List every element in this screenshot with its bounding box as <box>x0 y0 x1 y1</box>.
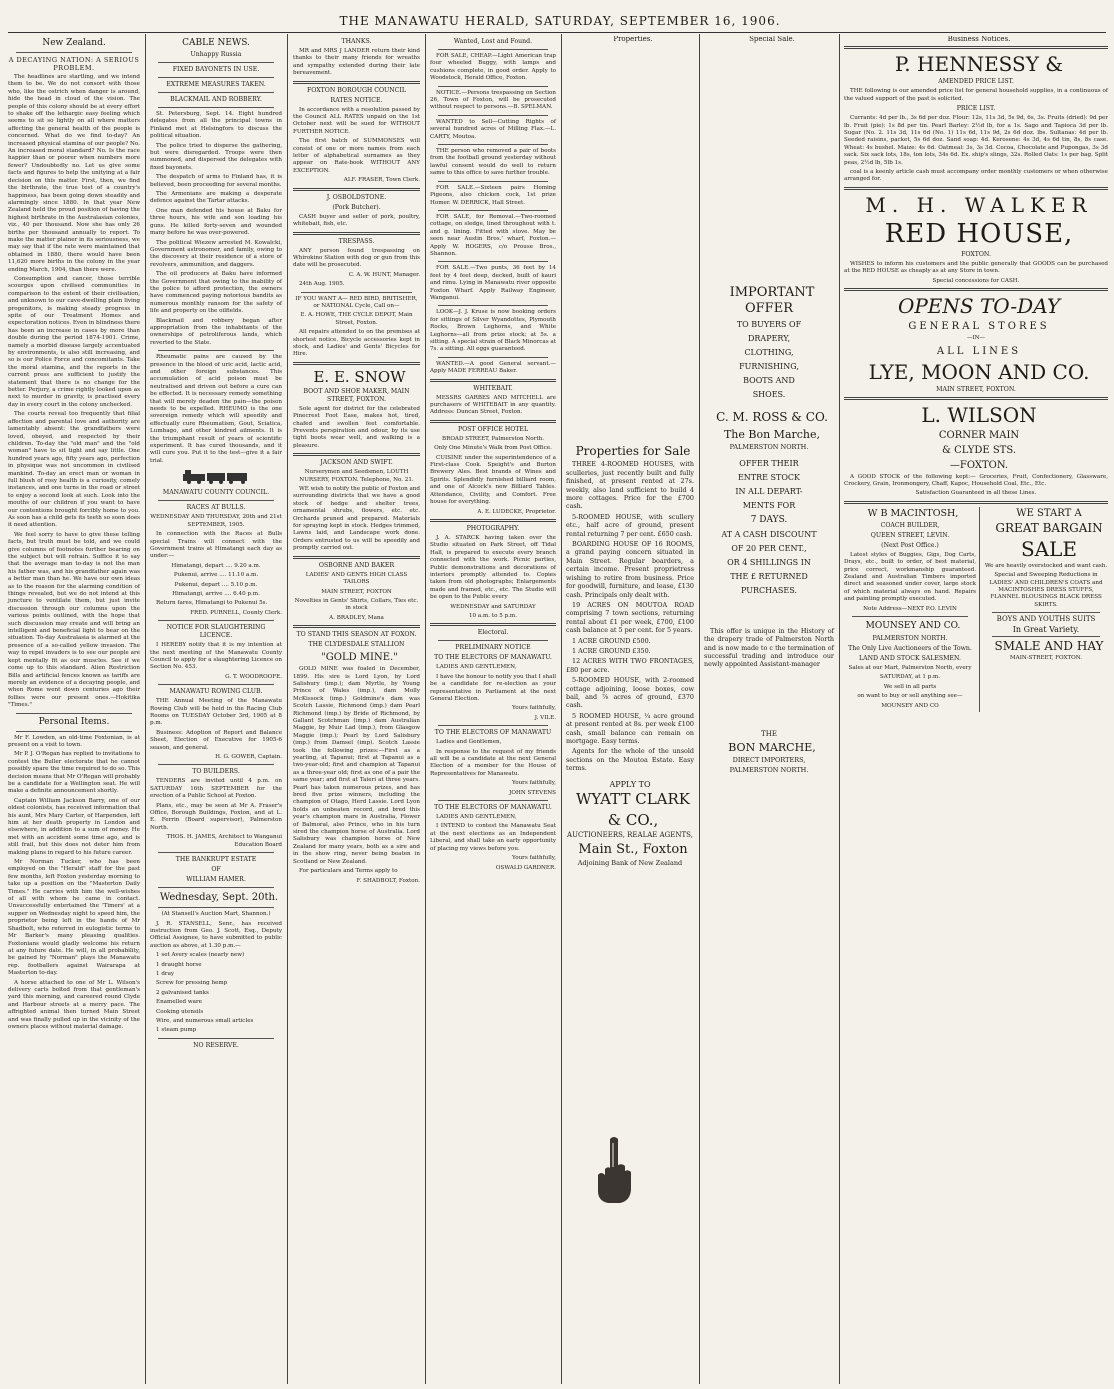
article-paragraph: A horse attached to one of Mr L. Wilson's delivery carts bolted from that gentleman's yard this morning, and careered round Clyde and Harbour streets at a merry pace. The affrighted animal then turned Main Street and was finally pulled up in the vicinity of the owners places without material damage. <box>8 979 140 1030</box>
offer-line: OFFER THEIR <box>739 458 799 468</box>
firm-name: & CO., <box>607 811 659 830</box>
notice-title: WILLIAM HAMER. <box>186 876 246 884</box>
property-listing: 19 ACRES ON MOUTOA ROAD comprising 7 town sections, returning rental about £1 per week, £700, £100 cash balance at 5 per cent. for 5 years. <box>566 600 694 635</box>
signature: THOS. H. JAMES, Architect to Wanganui Education Board <box>166 834 282 848</box>
advert-paragraph: J. A. STARCK having taken over the Studio situated on Park Street, off Tidal Hall, is prepared to execute every branch connected with the work. Picnic parties, Public demonstrations and decorations of interiors promptly attended to. Copies taken from old photographs; Enlargements made and framed, etc., etc. The Studio will be open to the Public every <box>430 534 556 601</box>
divider <box>158 684 274 685</box>
advert-paragraph: Novelties in Gents' Shirts, Collars, Ties etc. in stock <box>294 597 419 612</box>
timetable-row: Himatangi, depart .... 9.20 a.m. <box>171 562 261 569</box>
article-paragraph: Consumption and cancer, those terrible scourges upon civilised communities in comparison to the extent of their civilisation, and unknown to our cave-dwelling plain living progenitors, is making steady progress in spite of our Treatment Homes and expectoration notices. Even in blindness there has been an increase in cases by more than double during the period 1874-1901. Crime, namely a morbid disease largely accentuated by environments, is also still increasing, and so is our Police Force and concomitants. Take the moral stamina, and the reports in the current press are sufficient to justify the statement that there is no change for the better. Perjury, a crime rightly looked upon as next to murder in gravity, is practised every day in every court in the colony unchecked. <box>8 275 140 408</box>
divider <box>158 107 274 108</box>
divider <box>438 357 548 358</box>
subheading: ALL LINES <box>936 345 1022 357</box>
advert-title: IMPORTANT OFFER <box>729 285 815 317</box>
advert-title: GREAT BARGAIN <box>995 520 1103 535</box>
offer-line: TO BUYERS OF <box>736 320 802 330</box>
notice-title: TO THE ELECTORS OF MANAWATU. <box>434 804 552 812</box>
divider <box>158 887 274 888</box>
notice-title: MANAWATU ROWING CLUB. <box>169 688 263 696</box>
divider <box>844 46 1108 49</box>
notice-title: MANAWATU COUNTY COUNCIL. <box>162 489 270 497</box>
advert-title: OPENS TO-DAY <box>897 294 1061 319</box>
advert-paragraph: GOLD MINE was foaled in December, 1899. His sire is Lord Lyon, by Lord Salisbury (imp.); dam Myrtle, by Young Prince of Wales (imp.), dam Molly McKissock (imp.) Goldmine's dam was Scotch Lassie, Richmond (imp.) dam Pearl Richmond (imp.) by Bride of Richmond, by Gallant Scotchman (imp.) dam Australian Maggie, by Muir Lad (imp.), from Glasgow Maggie (imp.); Pearl by Lord Salisbury (imp.) from Damsel (imp). Scotch Lassie took the following prizes:—First as a yearling, at Tapanui; first at Tapanui as a two-year-old; first and champion at Tapanui as a three-year old; first as one of a pair the same year; and first at Taieri at three years. Pearl has taken numerous prizes, and has bred five prize winners, including the champion of Otago, Herd Lassie. Lord Lyon holds an unbeaten record, and bred this year's champion mare in Australia, Flower of Balmoral, also Prince, who in his turn sired the champion horse of Australia. Lord Salisbury was champion horse of New Zealand for many years, both as a sire and in the show ring, never being beaten in Scotland or New Zealand. <box>293 666 420 865</box>
signature: ALF. FRASER, Town Clerk. <box>343 177 420 184</box>
offer-line: THE £ RETURNED <box>730 571 808 581</box>
divider <box>430 379 556 382</box>
closing: Yours faithfully, <box>512 855 556 862</box>
subheading: PRICE LIST. <box>956 105 996 113</box>
advert-paragraph: This offer is unique in the History of the drapery trade of Palmerston North and is now made to c the termination of successful trading and introduce our newly appointed Assistant-manager <box>704 626 834 669</box>
apply-line: APPLY TO <box>609 779 651 789</box>
notice-title: NOTICE FOR SLAUGHTERING LICENCE. <box>166 624 266 640</box>
advert-paragraph: CASH buyer and seller of pork, poultry, whitebait, fish, etc. <box>293 213 420 228</box>
auction-item: 1 dray <box>156 970 175 977</box>
notice-paragraph: I HEREBY notify that it is my intention at the next meeting of the Manawatu County Council to apply for a slaughtering Licence on Section No. 453. <box>150 642 282 671</box>
divider <box>293 232 420 235</box>
subheading: TO THE ELECTORS OF MANAWATU. <box>434 654 552 662</box>
column-rule <box>287 34 288 1384</box>
subheading: RACES AT BULLS. <box>186 504 246 512</box>
signature: E. A. HOWE, THE CYCLE DEPOT, Main Street, Foxton. <box>300 312 413 326</box>
article-title: A DECAYING NATION: A SERIOUS PROBLEM. <box>8 56 140 72</box>
divider <box>844 187 1108 190</box>
signature: FRED. PURNELL, County Clerk. <box>190 609 282 616</box>
greeting: Ladies and Gentlemen, <box>436 739 502 746</box>
divider <box>293 362 420 365</box>
greeting: LADIES AND GENTLEMEN, <box>436 664 517 671</box>
divider <box>158 92 274 93</box>
divider <box>158 852 274 853</box>
notice-paragraph: The first batch of SUMMONSES will consist of one or more names from each letter of alphabetical surnames as they appear on Rate-book WITHOUT ANY EXCEPTION. <box>293 138 420 174</box>
article-paragraph: Mr Norman Tucker, who has been employed on the "Herald" staff for the past few months, left Foxton yesterday morning to take up a position on the "Masterton Daily Times." He carries with him the well-wishes of all with whom he came in contact. Unsuccessfully entertained the 'Timers' at a supper on Wednesday night to speed him, the proprietor being left in the hands of Mr Shadbolt, who referred in eulogistic terms to Mr Barker's many pleasing qualities. Foxtonians would gladly welcome his return at any future date. He will, in all probability, be gained by "Norman" plays the Manawatu rep. footballers against Wairarapa at Masterton to-day. <box>8 859 140 977</box>
column-special-sale <box>700 36 838 1384</box>
advert-smale-and-hay <box>984 507 1108 712</box>
property-listing: 1 ACRE GROUND £500. <box>572 636 651 645</box>
auction-item: Enamelled ware <box>156 999 202 1006</box>
divider <box>293 453 420 456</box>
property-listing: 12 ACRES WITH TWO FRONTAGES, £80 per acre. <box>566 657 694 674</box>
article-paragraph: The Armenians are making a desperate defence against the Tartar attacks. <box>150 191 282 205</box>
divider <box>438 115 548 116</box>
divider <box>158 77 274 78</box>
timetable-row: Pukenui, depart .... 5.10 p.m. <box>174 581 258 588</box>
article-title: Unhappy Russia <box>190 51 242 58</box>
section-heading: CABLE NEWS. <box>182 38 250 48</box>
article-paragraph: Mr F. Lowden, an old-time Foxtonian, is at present on a visit to town. <box>8 734 140 748</box>
column-heading: Business Notices. <box>947 36 1011 43</box>
subheading: BLACKMAIL AND ROBBERY. <box>170 96 262 103</box>
advert-title: SALE <box>1020 536 1078 561</box>
offer-line: BOOTS AND <box>743 376 795 386</box>
classified-ad: NOTICE.—Persons trespassing on Section 26, Town of Foxton, will be prosecuted without respect to persons.—B. SPELMAN. <box>430 89 556 111</box>
auction-item: Wire, and numerous small articles <box>156 1017 254 1024</box>
notice-footer: NO RESERVE. <box>193 1041 239 1049</box>
notice-paragraph: MR and MRS J LANDER return their kind thanks to their many friends for wreaths and sympathy extended during their late bereavement. <box>293 48 420 77</box>
offer-line: MENTS FOR <box>742 500 796 510</box>
divider <box>293 625 420 628</box>
auction-item: 1 set Avery scales (nearly new) <box>156 952 245 959</box>
article-paragraph: The police tried to disperse the gathering, but were disregarded. Troops were then summoned, and dispersed the delegates with fixed bayonets. <box>150 142 282 171</box>
divider <box>438 261 548 262</box>
subheading: FOXTON. <box>961 250 991 258</box>
classified-ad: LOOK—J. J. Kruse is now booking orders for sittings of Silver Wyandottes, Plymouth Rocks, Brown Leghorns, and White Leghorns—all from prize stock; at 5s. a sitting. A special strain of Black Minorcas at 7s. a sitting. All eggs guaranteed. <box>430 309 556 353</box>
advert-address: Note Address—NEXT P.O. LEVIN <box>863 605 957 612</box>
notice-title: THANKS. <box>341 38 372 45</box>
signature: JOHN STEVENS <box>509 789 556 796</box>
opening-days: WEDNESDAY and SATURDAY <box>450 603 536 610</box>
advert-line: We sell in all parts <box>883 683 937 690</box>
advert-title: OSBORNE AND BAKER <box>318 561 395 569</box>
advert-address: MAIN-STREET, FOXTON. <box>1009 654 1083 661</box>
signature: H. G. GOWER, Captain. <box>215 754 282 761</box>
advert-title: Properties for Sale <box>575 444 691 459</box>
notice-paragraph: In response to the request of my friends all will be a candidate at the next General Election of a member for the House of Representatives for Manawatu. <box>430 748 556 777</box>
firm-description: AUCTIONEERS, REALAE AGENTS, <box>567 831 693 840</box>
auction-location: (At Stansell's Auction Mart, Shannon.) <box>161 911 271 918</box>
advert-macintosh-mounsey <box>844 507 980 712</box>
offer-line: PURCHASES. <box>741 585 797 595</box>
signature: J. VILE. <box>534 714 556 721</box>
firm-address: Main St., Foxton <box>578 842 688 858</box>
subheading: BOOT AND SHOE MAKER, MAIN STREET, FOXTON. <box>303 387 410 403</box>
offer-line: SHOES. <box>752 390 786 400</box>
subheading: The Only Live Auctioneers of the Town. <box>848 644 972 652</box>
offer-line: DRAPERY, <box>747 334 790 344</box>
notice-title: PRELIMINARY NOTICE <box>455 644 531 652</box>
advert-line: Sales at our Mart, Palmerston North, every <box>848 664 972 671</box>
divider <box>438 210 548 211</box>
divider <box>438 181 548 182</box>
notice-title: TO BUILDERS. <box>192 768 240 776</box>
section-heading: Wanted, Lost and Found. <box>453 38 533 45</box>
divider <box>992 612 1100 613</box>
signature: A. BRADLEY, Mana <box>329 614 384 621</box>
article-paragraph: St. Petersburg, Sept. 14. Eight hundred delegates from all the principal towns in Finland met at Helsingfors to discuss the political situation. <box>150 111 282 140</box>
divider <box>158 907 274 908</box>
column-notices <box>289 36 424 1384</box>
stallion-name: "GOLD MINE." <box>321 652 398 664</box>
column-heading: Properties. <box>613 36 653 43</box>
store-name: BON MARCHE, <box>728 741 816 755</box>
advert-title: SMALE AND HAY <box>994 638 1104 653</box>
notice-paragraph: ANY person found trespassing on Whirokino Station with dog or gun from this date will be prosecuted. <box>293 247 420 269</box>
article-paragraph: The courts reveal too frequently that filial affection and parental love and authority are lamentably absent: the grandfathers were loved, obeyed, and respected by their children. To-day the "old man" and the "old woman" have to sit tight and say little. One hundred years ago, fifty years ago, perfection in physique was not uncommon in civilised mankind. To-day an erect man or woman in full blush of rosy health is a curiosity, comely instances, and one turns in the road or street to enjoy a second look at such. Look into the mouths of our children if you want to have our contentions brought forcibly home to you. As soon has a child gets its teeth so soon does it need attention. <box>8 411 140 529</box>
subheading: EXTREME MEASURES TAKEN. <box>166 81 266 88</box>
closing: Yours faithfully, <box>512 705 556 712</box>
masthead <box>0 0 1114 30</box>
article-paragraph: The despatch of arms to Finland has, it is believed, been proceeding for several months. <box>150 174 282 188</box>
advert-paragraph: WE wish to notify the public of Foxton and surrounding districts that we have a good stock of hedge and shelter trees, ornamental shrubs, flowers, etc. etc. Orchards pruned and prepared. Materials for spraying kept in stock. Hedges trimmed, Lawns laid, and Landscape work done. Orders entrusted to us will be speedily and promptly carried out. <box>293 486 420 552</box>
blank-space <box>566 45 694 445</box>
article-paragraph: Blackmail and robbery began after appropriation from the inhabitants of the ownerships of petroliferous lands, which reverted to the State. <box>150 317 282 346</box>
classified-ad: WANTED.—A good General servant.—Apply MADE FERREAU Baker. <box>430 360 556 375</box>
advert-paragraph: CUISINE under the superintendence of a First-class Cook. Speight's and Burton Brewery Ales. Best brands of Wines and Spirits. Splendidly furnished billiard room, and one of Alcock's new Billiard Tables. Attendance, Civility, and Comfort. Free house for everything. <box>430 454 556 506</box>
advert-paragraph: Special concessions for CASH. <box>932 277 1020 284</box>
divider <box>158 350 274 351</box>
advert-line: In Great Variety. <box>1012 624 1080 634</box>
property-listing: THREE 4-ROOMED HOUSES, with sculleries, just recently built and fully finished, at present rented at 27s. weekly, also land sufficient to build 4 more cottages. Price for the £700 cash. <box>566 460 694 511</box>
notice-date: WEDNESDAY AND THURSDAY, 20th and 21st SEPTEMBER, 1905. <box>150 514 282 528</box>
advert-paragraph: All repairs attended to on the premises at shortest notice. Bicycle accessories kept in stock, and Ladies' and Gents' Bicycles for Hire. <box>293 329 420 358</box>
masthead-title: THE MANAWATU HERALD, SATURDAY, SEPTEMBER 16, 1906. <box>339 14 781 28</box>
signature: G. T. WOODROOFE. <box>225 673 282 680</box>
notice-title: TRESPASS. <box>338 237 375 245</box>
subheading: QUEEN STREET, LEVIN. <box>870 531 950 539</box>
subheading: GENERAL STORES <box>908 321 1050 333</box>
firm-name: WYATT CLARK <box>576 790 690 809</box>
divider <box>844 501 1108 504</box>
divider <box>16 713 132 714</box>
divider <box>293 188 420 191</box>
divider <box>158 620 274 621</box>
divider <box>844 288 1108 291</box>
classified-ad: FOR SALE, for Removal.—Two-roomed cottage, on sledge, lined throughout with t. and g. lining. Fitted with stove. May be seen near Austin Bros.' wharf, Foxton.—Apply W. ROGERS, c/o Prouse Bros., Shannon. <box>430 213 556 257</box>
section-heading: Personal Items. <box>38 716 110 727</box>
advert-line: BOYS AND YOUTHS SUITS <box>996 615 1096 624</box>
signature: OSWALD GARDNER. <box>495 864 556 871</box>
advert-paragraph: We are heavily overstocked and want cash. <box>984 562 1108 569</box>
advert-title: TO STAND THIS SEASON AT FOXON. <box>296 631 417 639</box>
advert-title: J. OSBOLDSTONE. <box>326 193 387 201</box>
subheading: MAIN STREET, FOXTON. <box>936 385 1016 393</box>
advert-paragraph: Sole agent for district for the celebrated Pinecrest Foot Ease, makes hot, tired, chafed and swollen feet comfortable. Prevents perspiration and odour, by its use tight boots wear well, and walking is a pleasure. <box>293 405 420 449</box>
firm-name: C. M. ROSS & CO. <box>716 410 828 425</box>
advert-title: JACKSON AND SWIFT. <box>320 459 393 467</box>
article-paragraph: We feel sorry to have to give these telling facts, but truth must be told, and we could give columns of footnotes further bearing on the subject but will refrain. Suffice it to say that the average man to-day is not the man his father was, and his grandfather again was a better man than he. We have our own ideas as to the reason for the alarming condition of things revealed, but we do not intend at this juncture to ventilate them, but just invite discussion through our columns upon the various points outlined, with the hope that such discussion may create and will bring an intelligent and beneficial light to bear on the situation. To-day Australasia is alarmed at the presence of a so-called yellow invasion. The way to repel invaders is to see our people are kept mentally fit as our muscles. See if we come up to this standard. Alien Restriction Bills and artificial fences known as tariffs are merely an evidence of a decaying people, and when Rome went down centuries ago their follies were our present ones.—Hokitika "Times." <box>8 531 140 709</box>
advert-location: MAIN STREET, FOXTON <box>321 588 392 595</box>
advert-title: M. H. WALKER <box>865 192 1093 217</box>
footer-line: THE <box>761 729 777 738</box>
advert-line: on want to buy or sell anything see— <box>857 693 963 700</box>
subheading: & CLYDE STS. <box>941 444 1017 456</box>
auction-item: 1 draught horse <box>156 961 202 968</box>
property-listing: 5 ROOMED HOUSE, ¼ acre ground at present rented at 8s. per week £100 cash, small balance can remain on mortgage. Easy terms. <box>566 711 694 745</box>
offer-line: OF 20 PER CENT., <box>731 543 807 553</box>
auction-item: 2 galvanised tanks <box>156 989 209 996</box>
advert-title: MOUNSEY AND CO. <box>865 620 961 631</box>
advert-paragraph: Rheumatic pains are caused by the presence in the blood of uric acid, lactic acid, and other foreign substances. This accumulation of acid poison must be neutralised and driven out before a cure can be effected. It is necessary remedy something that will merely deaden the pain—the poison needs to be expelled. RHEUMO is the one sovereign remedy which will speedily and effectually cure Rheumatism, Gout, Sciatica, Lumbago, and other kindred ailments. It is the triumphant result of years of scientific experiment. It has cured thousands, and it will cure you. Put it to the test—give it a fair trial. <box>150 354 282 464</box>
article-paragraph: One man defended his house at Baku for three hours, his wife and son loading his guns. He killed forty-seven and wounded many before he was over-powered. <box>150 207 282 237</box>
auction-item: Cooking utensils <box>156 1008 204 1015</box>
signature: C. A. W. HUNT, Manager. <box>348 271 420 278</box>
subheading: PALMERSTON NORTH. <box>872 634 948 642</box>
divider <box>293 81 420 84</box>
advert-title: WE START A <box>1016 507 1082 519</box>
subheading: COACH BUILDER, <box>880 521 940 529</box>
store-town: PALMERSTON NORTH. <box>729 443 809 452</box>
subheading: —IN— <box>966 335 986 342</box>
notice-paragraph: Plans, etc., may be seen at Mr A. Fraser's Office, Borough Buildings, Foxton, and at L. E. Ferrin (Board supervisor), Palmerston North. <box>150 802 282 831</box>
divider <box>430 519 556 522</box>
article-paragraph: The headlines are startling, and we intend them to be. We do not consort with those who, like the ostrich when danger is around, hide the head in cloud of the vision. The people of this colony should be at every effort to shake off the lethargic easy feeling which seems to sit so lightly on all where matters affecting the general health of the people is concerned. What do we find to-day? An increased physical stamina of our people? No. An increased moral standard? No. Is the race happier than or poorer when numbers more fewer? Undoubtedly no. Let us give some facts and figures to help the unitying at a fair decision on this matter. First, then, we find the birthrate, the true test of a country's happiness, has been going down steadily and alarmingly since 1880. In that year New Zealand held the proud position of having the highest birthrate in the Australasian colonies, viz., 40 per thousand. Now she has only 26 births per thousand annually to report. To make the matter plainer in its seriousness, we may say that if the rate were maintained that obtained in 1880, there would have been 11,620 more births in the colony in the year ending March, 1904, than there were. <box>8 74 140 273</box>
auction-date: Wednesday, Sept. 20th. <box>159 892 279 904</box>
subheading: (Pork Butcher). <box>332 203 381 211</box>
article-paragraph: The political Wiezew arrested M. Kowalcki, Government astronomer, and family, owing to the discovery at their residence of a store of revolvers, ammunition, and daggers. <box>150 239 282 268</box>
column-business-notices <box>840 36 1112 1384</box>
subheading: RATES NOTICE. <box>330 96 383 104</box>
pointing-hand-icon <box>592 1135 636 1205</box>
offer-line: CLOTHING, <box>744 348 794 358</box>
subheading: CORNER MAIN <box>938 429 1020 441</box>
divider <box>438 49 548 50</box>
price-list: Currants: 4d per lb., 3s 6d per doz. Flour: 12s, 11s 3d, 5s 9d, 6s, 3s. Fruits (dried): 9d per lb. Fruit (pie): 1s 8d per tin. Pearl Barley: 2½d lb, for a 1s. Sago and Tapioca 3d per lb. Sugar (No. 2. 11s 3d, 11s 6d (No. 1) 11s 6d, 11s 9d, 2s 6d doz. lbs. Sultanas: 4d per lb. Seeded raisins, packet, 5s 6d doz. Sand soap: 4d. Kerosene: 4s 3d, 4s 6d tin, 8s, 8s case. Wheat: 4s bushel. Maize: 4s 6d. Oatmeal: 3s, 3s 3d. Cocoa, Chocolate and Pupongas, 3s 3d sack. Six sack lots, 18s, ton lots, 34s 6d. Ex. ship's slings, 32s. Rolled Oats: 1s per bag. Split peas, 2½d lb, 5lb 1s. <box>844 115 1108 166</box>
column-heading: Special Sale. <box>749 36 795 43</box>
advert-title: RED HOUSE, <box>884 218 1074 249</box>
advert-line: SATURDAY, at 1 p.m. <box>879 674 941 681</box>
advert-paragraph: MESSRS GARBES AND MITCHELL are purchasers of WHITEBAIT in any quantity. Address: Duncan Street, Foxton. <box>430 394 556 416</box>
notice-paragraph: THE Annual Meeting of the Manawatu Rowing Club will be held in the Racing Club Rooms on TUESDAY October 3rd, 1905 at 8 p.m. <box>150 698 282 727</box>
offer-line: AT A CASH DISCOUNT <box>721 529 817 539</box>
subheading: FIXED BAYONETS IN USE. <box>172 66 260 73</box>
blank-space <box>704 45 834 285</box>
property-listing: 5-ROOMED HOUSE, with scullery etc., half acre of ground, present rental returning 7 per cent. £650 cash. <box>566 512 694 538</box>
notice-paragraph: Business: Adoption of Report and Balance Sheet, Election of Executive for 1905-6 season, and general. <box>150 729 282 751</box>
advert-paragraph: Latest styles of Buggies, Gigs, Dog Carts, Drays, etc., built to order, of best material, price correct, workmanship guaranteed. Zealand and Australian Timbers imported direct and seasoned under cover, large stock of which material always on hand. Repairs and painting promptly executed. <box>844 551 976 603</box>
store-name: The Bon Marche, <box>723 428 821 442</box>
advert-paragraph: THE following is our amended price list for general household supplies, in a continuous of the valued support of the past is solicited. <box>844 88 1108 102</box>
divider <box>430 623 556 626</box>
divider <box>293 556 420 559</box>
advert-title: E. E. SNOW <box>313 367 406 386</box>
advert-title: L. WILSON <box>921 402 1037 427</box>
notice-title: FOXTON BOROUGH COUNCIL <box>307 86 406 94</box>
firm-address-note: Adjoining Bank of New Zealand <box>577 859 683 868</box>
timetable-row: Pukenui, arrive .... 11.10 a.m. <box>173 572 259 579</box>
notice-paragraph: TENDERS are invited until 4 p.m. on SATURDAY 16th SEPTEMBER for the erection of a Public School at Foxton. <box>150 778 282 800</box>
notice-title: THE BANKRUPT ESTATE <box>175 856 257 864</box>
signature: F. SHADBOLT, Foxton. <box>356 877 420 884</box>
advert-paragraph: WISHES to inform his customers and the public generally that GOODS can be purchased at the RED HOUSE as cheaply as at any Store in town. <box>844 260 1108 275</box>
divider <box>844 397 1108 400</box>
greeting: LADIES AND GENTLEMEN, <box>436 814 517 821</box>
notice-paragraph: In connection with the Races at Bulls special Trains will connect with the Government trains at Himatangi each day as under:— <box>150 531 282 560</box>
divider <box>158 500 274 501</box>
bottom-adverts <box>844 507 1108 712</box>
classified-ad: FOR SALE.—Two punts, 36 feet by 14 feet by 4 feet deep, decked, built of kauri and rimu. Lying in Manawatu river opposite Foxton Wharf. Apply Railway Engineer, Wanganui. <box>430 265 556 301</box>
notice-paragraph: I have the honour to notify you that I shall be a candidate for re-election as your representative in Parliament at the next General Election. <box>430 673 557 702</box>
masthead-rule <box>8 32 1106 33</box>
divider <box>438 800 548 801</box>
divider <box>16 731 132 732</box>
classified-ad: THE person who removed a pair of boots from the football ground yesterday without lawful consent would do well to return same to this office to save further trouble. <box>430 148 556 177</box>
section-heading: Electoral. <box>477 629 509 637</box>
article-paragraph: Mr P. J. O'Regan has replied to invitations to contest the Buller electorate that he cannot possibly spare the time required to do so. This decision means that Mr O'Regan will probably be a candidate for a Wellington seat. He will make a definite announcement shortly. <box>8 751 140 795</box>
subheading: Only One Minute's Walk from Post Office. <box>434 445 552 452</box>
notice-paragraph: Return fares, Himatangi to Pukenui 5s. <box>156 600 268 607</box>
divider <box>992 636 1100 637</box>
divider <box>438 144 548 145</box>
advert-title: PHOTOGRAPHY. <box>466 524 520 532</box>
property-listing: 1 ACRE GROUND £350. <box>572 646 651 655</box>
divider <box>158 1038 274 1039</box>
divider <box>16 52 132 53</box>
section-heading: New Zealand. <box>42 38 106 48</box>
column-new-zealand <box>4 36 144 1384</box>
property-listing: Agents for the whole of the unsold sections on the Moutoa Estate. Easy terms. <box>566 747 694 773</box>
advert-paragraph: coal is a keenly article cash must accompany order monthly customers or when otherwise arranged for. <box>844 169 1108 183</box>
subheading: THE CLYDESDALE STALLION <box>308 641 405 649</box>
subheading: LADIES' AND GENTS HIGH CLASS TAILORS <box>305 571 408 586</box>
classified-ad: FOR SALE.—Sixteen pairs Homing Pigeons, also chicken cock, 1st prize Homer. W. DERRICK, Hall Street. <box>430 184 556 206</box>
divider <box>158 764 274 765</box>
divider <box>158 62 274 63</box>
article-paragraph: The oil producers at Baku have informed the Government that owing to the inability of the police to afford protection, the owners have commenced paying notorious bandits as numerous monthly ransom for the safety of life and property on the oilfields. <box>150 271 282 315</box>
advert-paragraph: Special and Sweeping Reductions in LADIES' AND CHILDREN'S COATS and MACINTOSHES DRESS STUFFS, FLANNEL BLOUSINGS BLACK DRESS SKIRTS. <box>989 572 1103 608</box>
train-illustration <box>181 469 251 485</box>
divider <box>438 86 548 87</box>
advert-title: POST OFFICE HOTEL <box>457 425 529 433</box>
advert-paragraph: IF YOU WANT A— RED BIRD, BRITISHER, or NATIONAL Cycle, Call on— <box>295 295 418 309</box>
signature: A. E. LUDECKE, Proprietor. <box>477 508 556 515</box>
divider <box>852 616 968 617</box>
advert-title: WHITEBAIT. <box>473 384 513 392</box>
divider <box>438 305 548 306</box>
advert-paragraph: A GOOD STOCK of the following kept:— Groceries, Fruit, Confectionery, Glassware, Crockery, Grain, Ironmongery, Chaff, Kapoc, Household Coal, Etc., Etc. <box>844 473 1108 487</box>
subheading: —FOXTON. <box>949 459 1009 471</box>
offer-line: IN ALL DEPART- <box>735 486 803 496</box>
notice-paragraph: In accordance with a resolution passed by the Council ALL RATES unpaid on the 1st October next will be sued for WITHOUT FURTHER NOTICE. <box>293 106 420 135</box>
footer-line: DIRECT IMPORTERS, <box>732 756 806 765</box>
column-wanted <box>426 36 560 1384</box>
classified-ad: FOR SALE, CHEAP.—Light American trap four wheeled Buggy, with lamps and cushions complete, in good order. Apply to Woodstock, Herald Office, Foxton. <box>430 53 556 82</box>
footer-line: PALMERSTON NORTH. <box>729 765 809 774</box>
notice-paragraph: J. R. STANSELL, Senr., has received instruction from Geo. J. Scott, Esq., Deputy Official Assignee, to have submitted to public auction as above, at 1.30 p.m.— <box>150 920 282 949</box>
subheading: BROAD STREET, Palmerston North. <box>442 435 544 442</box>
closing: Yours faithfully, <box>512 780 556 787</box>
subheading: AMENDED PRICE LIST. <box>938 78 1014 86</box>
divider <box>438 640 548 641</box>
blank-space <box>704 671 834 731</box>
property-listing: BOARDING HOUSE OF 16 ROOMS, a grand paying concern situated in Main Street. Regular boarders, a certain income. Present proprietress wishing to retire from business. Price for goodwill, furniture, and lease, £130 cash. Principals only dealt with. <box>566 540 694 599</box>
subheading: Nurserymen and Seedsmen, LOUTH NURSERY, FOXTON. Telephone, No. 21. <box>299 469 414 483</box>
auction-item: Screw for pressing hemp <box>156 980 228 987</box>
advert-line: MOUNSEY AND CO <box>881 702 939 709</box>
article-paragraph: Captain William Jackson Barry, one of our oldest colonists, has received information that his aunt, Mrs Mary Carter, of Harpenden, left him at her death property in London and elsewhere, in addition to a sum of money. He met with an accident some time ago, and is still frail, but this does not deter him from making plans in regard to his future career. <box>8 797 140 856</box>
notice-title: OF <box>211 866 221 874</box>
offer-line: FURNISHING, <box>739 362 799 372</box>
advert-paragraph: For particulars and Terms apply to <box>299 868 398 875</box>
divider <box>430 420 556 423</box>
advert-title: P. HENNESSY & <box>894 52 1064 77</box>
offer-line: OR 4 SHILLINGS IN <box>727 557 811 567</box>
offer-line: ENTRE STOCK <box>737 472 801 482</box>
column-cable-news <box>146 36 286 1384</box>
classified-ad: WANTED to Sell—Cutting Rights of several hundred acres of Milling Flax.—L. CARTY, Moutoa. <box>430 118 556 140</box>
divider <box>438 725 548 726</box>
advert-title: LYE, MOON AND CO. <box>868 359 1090 384</box>
opening-hours: 10 a.m. to 5 p.m. <box>468 612 518 619</box>
property-listing: 5-ROOMED HOUSE, with 2-roomed cottage adjoining, loose boxes, cow bail, and ⅞ acres of ground, £370 cash. <box>566 676 694 710</box>
subheading: LAND AND STOCK SALESMEN. <box>859 654 961 662</box>
offer-line: 7 DAYS. <box>750 514 788 525</box>
advert-title: W B MACINTOSH, <box>867 507 959 519</box>
subheading: (Next Post Office.) <box>881 541 939 549</box>
timetable-row: Himatangi, arrive .... 6.40 p.m. <box>172 590 260 597</box>
notice-date: 24th Aug. 1905. <box>299 281 345 288</box>
auction-item: 1 steam pump <box>156 1027 197 1034</box>
notice-paragraph: I INTEND to contest the Manawatu Seat at the next elections as an Independent Liberal, and shall take an early opportunity of placing my views before you. <box>430 823 556 852</box>
advert-paragraph: Satisfaction Guaranteed in all these Lines. <box>915 490 1037 497</box>
divider <box>301 292 412 293</box>
notice-title: TO THE ELECTORS OF MANAWATU <box>434 729 552 737</box>
